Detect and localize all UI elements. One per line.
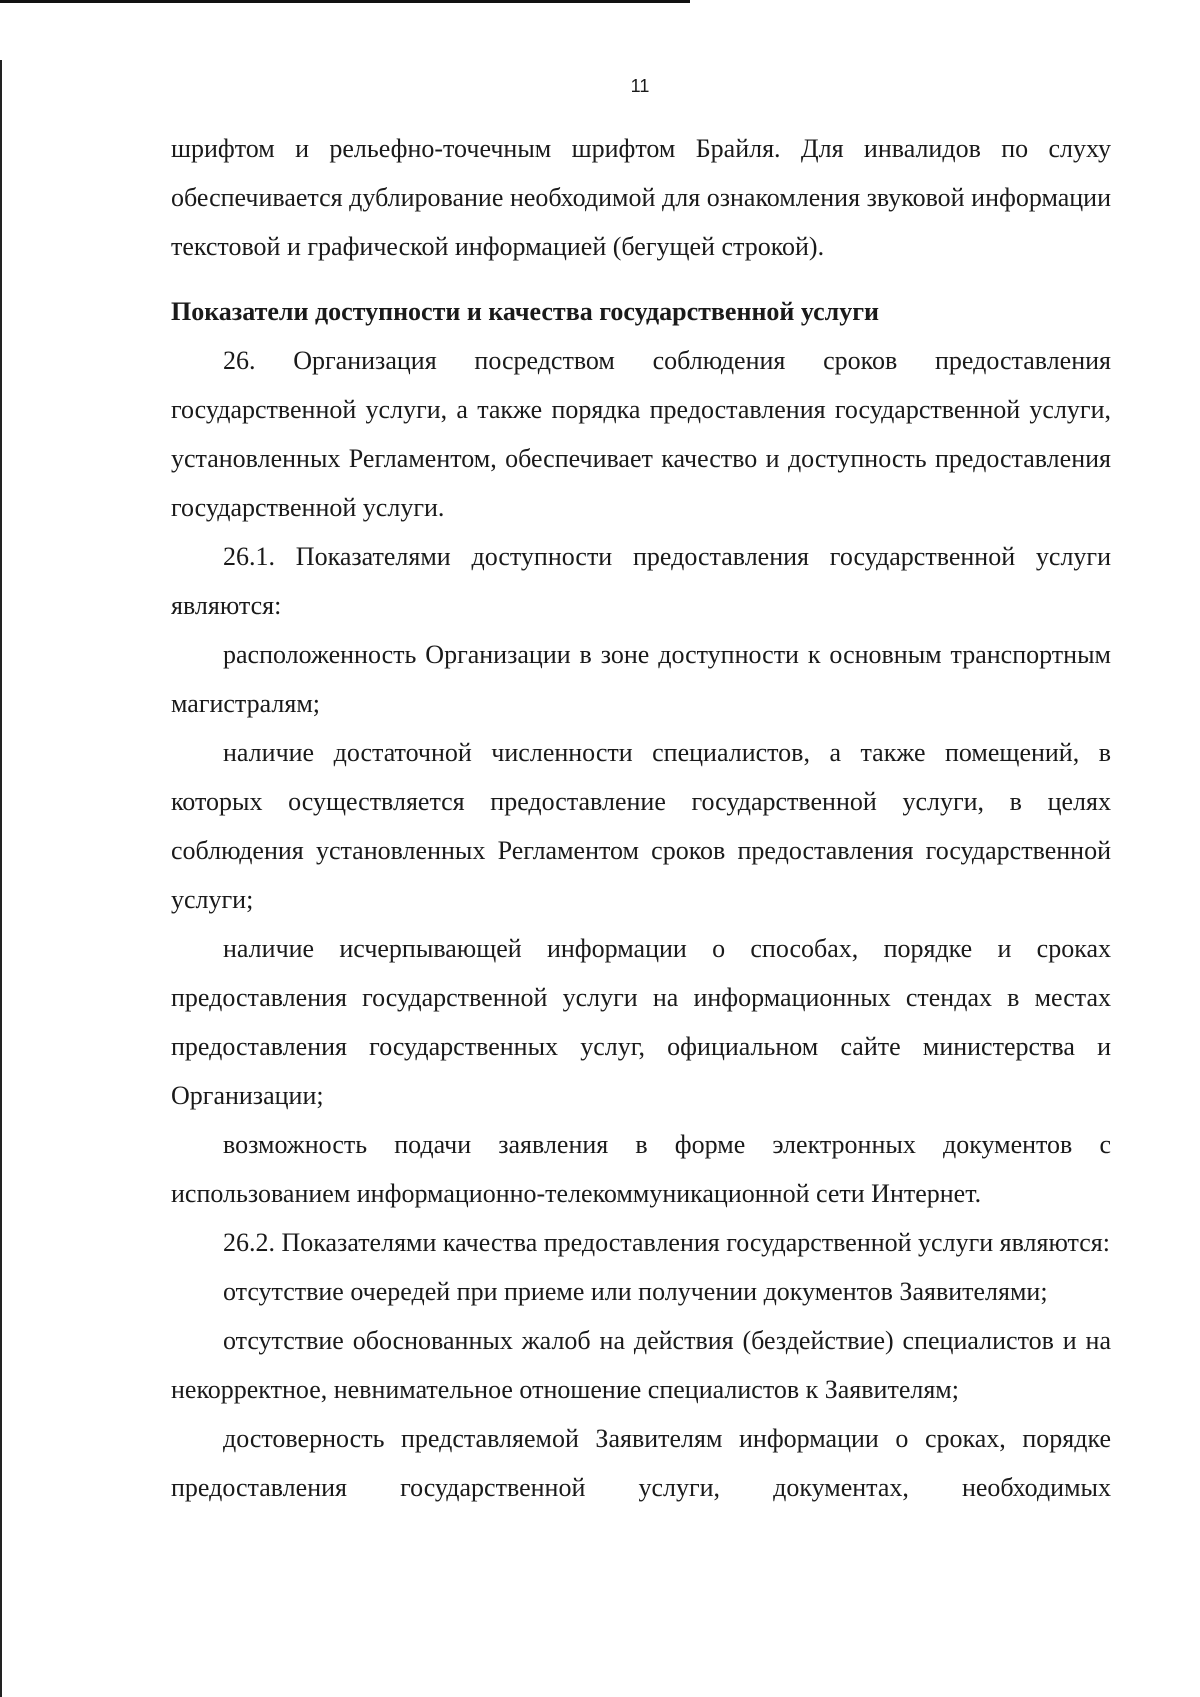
paragraph-26-2: 26.2. Показателями качества предоставления государственной услуги являются: — [223, 1228, 1110, 1257]
paragraph-continuation: шрифтом и рельефно-точечным шрифтом Брайля. Для инвалидов по слуху обеспечивается дублирование необходимой для ознакомления звуковой информации текстовой и графической информацией (бегущей строкой). — [171, 134, 1111, 261]
page-number: 11 — [630, 76, 650, 96]
document-body — [171, 124, 1111, 1512]
scan-left-edge — [0, 60, 2, 1697]
section-heading: Показатели доступности и качества государственной услуги — [171, 297, 880, 326]
paragraph-26-1: 26.1. Показателями доступности предоставления государственной услуги являются: — [171, 542, 1111, 620]
list-item-complaints: отсутствие обоснованных жалоб на действия (бездействие) специалистов и на некорректное, невнимательное отношение специалистов к Заявителям; — [171, 1326, 1111, 1404]
list-item-electronic: возможность подачи заявления в форме электронных документов с использованием информационно-телекоммуникационной сети Интернет. — [171, 1130, 1111, 1208]
scan-top-edge — [0, 0, 690, 3]
list-item-staff: наличие достаточной численности специалистов, а также помещений, в которых осуществляется предоставление государственной услуги, в целях соблюдения установленных Регламентом сроков предоставления государственной услуги; — [171, 738, 1111, 914]
list-item-information: наличие исчерпывающей информации о способах, порядке и сроках предоставления государственной услуги на информационных стендах в местах предоставления государственных услуг, официальном сайте министерства и Организации; — [171, 934, 1111, 1110]
paragraph-26: 26. Организация посредством соблюдения сроков предоставления государственной услуги, а также порядка предоставления государственной услуги, установленных Регламентом, обеспечивает качество и доступность предоставления государственной услуги. — [171, 346, 1111, 522]
list-item-queues: отсутствие очередей при приеме или получении документов Заявителями; — [223, 1277, 1048, 1306]
list-item-reliability: достоверность представляемой Заявителям информации о сроках, порядке предоставления государственной услуги, документах, необходимых — [171, 1424, 1111, 1502]
list-item-location: расположенность Организации в зоне доступности к основным транспортным магистралям; — [171, 640, 1111, 718]
